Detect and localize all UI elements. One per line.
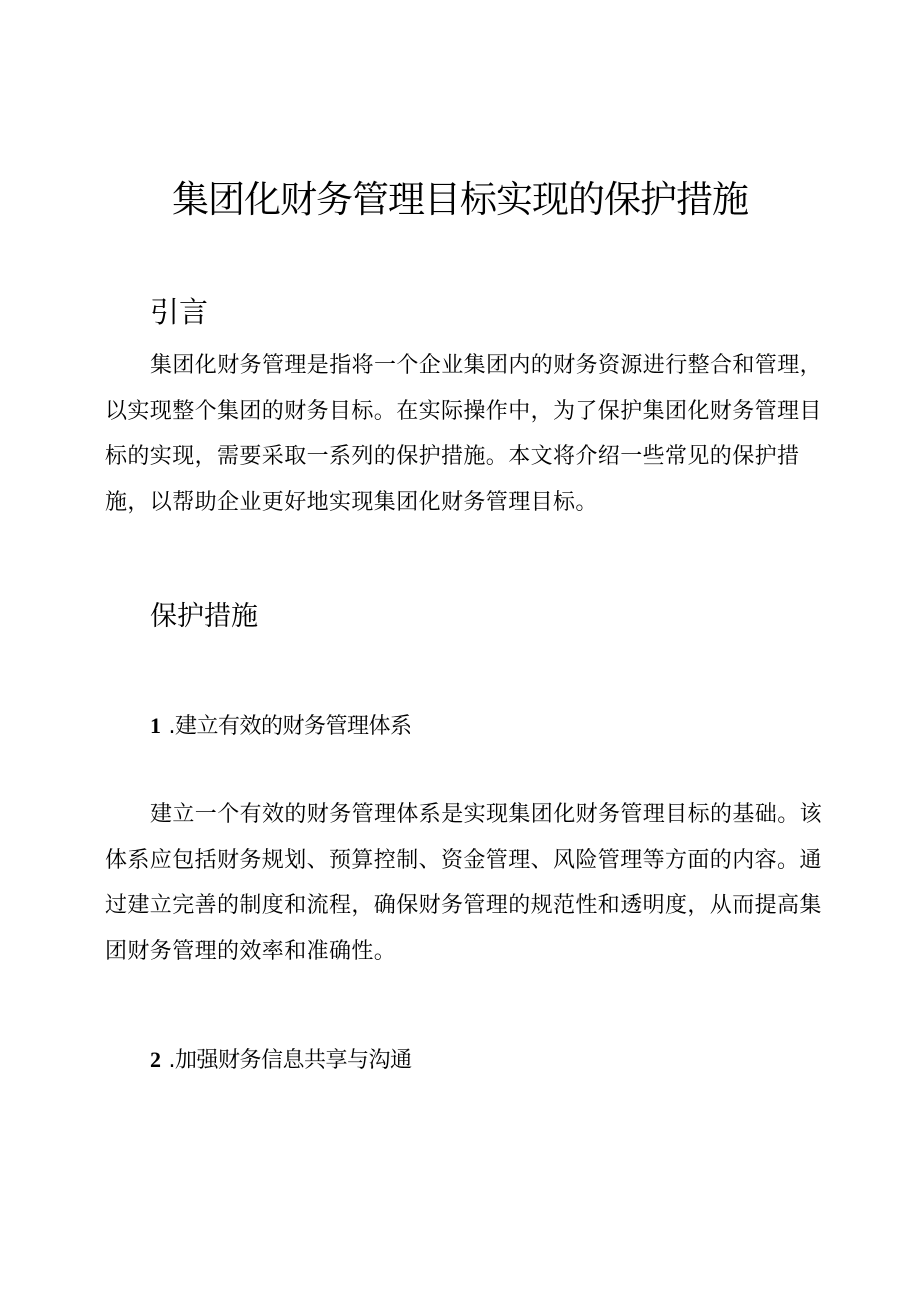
measure-1-number: 1 [150,713,161,738]
measures-heading: 保护措施 [150,601,258,632]
document-title: 集团化财务管理目标实现的保护措施 [172,178,748,221]
measure-1-paragraph: 建立一个有效的财务管理体系是实现集团化财务管理目标的基础。该体系应包括财务规划、预算控制、资金管理、风险管理等方面的内容。通过建立完善的制度和流程，确保财务管理的规范性和透明度，从而提高集团财务管理的效率和准确性。 [105,802,823,964]
intro-heading: 引言 [150,295,209,329]
measure-2-heading [150,1044,412,1077]
intro-paragraph: 集团化财务管理是指将一个企业集团内的财务资源进行整合和管理，以实现整个集团的财务目标。在实际操作中，为了保护集团化财务管理目标的实现，需要采取一系列的保护措施。本文将介绍一些常见的保护措施，以帮助企业更好地实现集团化财务管理目标。 [105,353,823,515]
measure-2-number: 2 [150,1047,161,1072]
measure-1-heading [150,710,412,743]
measure-1-title: .建立有效的财务管理体系 [168,714,412,739]
measure-2-title: .加强财务信息共享与沟通 [168,1048,412,1073]
